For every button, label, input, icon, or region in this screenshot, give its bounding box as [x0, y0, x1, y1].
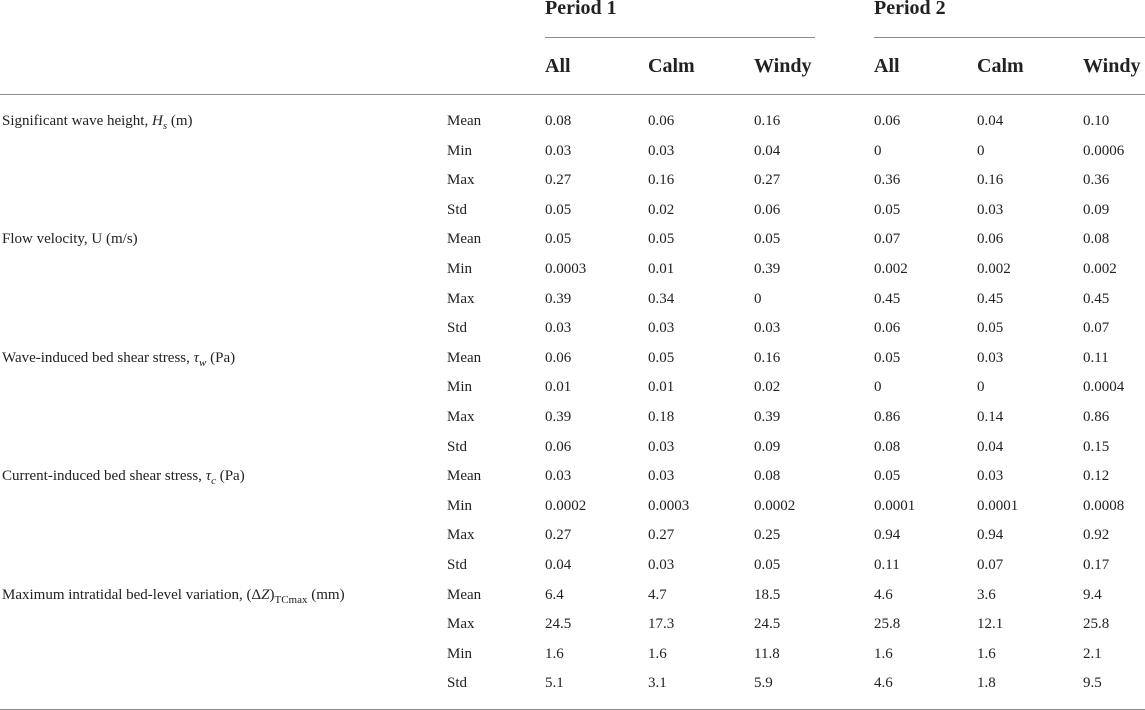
table-cell: 0.06 — [874, 320, 901, 337]
table-cell: 6.4 — [545, 586, 564, 603]
table-cell: 0.0003 — [545, 261, 587, 277]
subheader-all-p2: All — [874, 55, 900, 77]
table-cell: 2.1 — [1083, 645, 1102, 662]
header-rule — [0, 94, 1145, 95]
table-cell: 0.15 — [1083, 438, 1110, 455]
table-cell: 0 — [977, 142, 985, 159]
table-cell: 1.6 — [648, 645, 667, 662]
table-cell: 0.27 — [545, 172, 572, 189]
stat-label: Mean — [447, 468, 482, 485]
variable-label — [2, 587, 345, 606]
table-cell: 0.05 — [977, 320, 1004, 337]
table-cell: 0.0002 — [545, 497, 587, 514]
variable-label-text: Current-induced bed shear stress, — [2, 468, 206, 485]
variable-subscript: TCmax — [274, 593, 308, 606]
table-cell: 1.6 — [874, 645, 893, 662]
period-1-underline — [545, 37, 815, 38]
table-cell: 1.8 — [977, 675, 996, 692]
variable-unit: (Pa) — [206, 349, 236, 366]
table-cell: 0.05 — [545, 201, 572, 218]
table-cell: 0 — [754, 290, 762, 307]
table-cell: 0.05 — [754, 557, 781, 573]
table-cell: 9.5 — [1083, 675, 1102, 692]
table-cell: 0.06 — [545, 349, 572, 366]
variable-label-text: Wave-induced bed shear stress, — [2, 349, 194, 366]
stat-label: Mean — [447, 349, 482, 366]
table-cell: 0.18 — [648, 409, 675, 425]
stat-label: Mean — [447, 231, 482, 248]
table-cell: 17.3 — [648, 616, 675, 633]
table-cell: 0.06 — [977, 231, 1004, 248]
subheader-windy-p1: Windy — [754, 55, 812, 77]
variable-unit: (Pa) — [215, 468, 245, 485]
table-cell: 0.0002 — [754, 497, 796, 514]
table-cell: 0.01 — [648, 379, 675, 396]
table-cell: 0.05 — [874, 349, 901, 366]
subheader-all-p1: All — [545, 55, 571, 77]
table-cell: 0.27 — [754, 172, 781, 189]
table-cell: 0.05 — [648, 231, 675, 248]
table-cell: 0.04 — [977, 438, 1004, 455]
variable-label — [2, 468, 245, 487]
table-cell: 0.002 — [874, 261, 908, 277]
table-cell: 0 — [874, 379, 882, 396]
table-cell: 4.6 — [874, 675, 893, 692]
table-cell: 0.16 — [754, 113, 781, 129]
table-cell: 0.06 — [545, 438, 572, 455]
table-cell: 18.5 — [754, 586, 781, 603]
table-cell: 0.39 — [545, 290, 572, 307]
variable-label-text: Flow velocity, U (m/s) — [2, 231, 138, 248]
table-cell: 0.27 — [545, 527, 572, 544]
table-cell: 0.08 — [754, 468, 781, 485]
stat-label: Max — [447, 527, 475, 544]
table-cell: 0.34 — [648, 290, 675, 307]
variable-unit: (mm) — [307, 586, 345, 603]
stat-label: Min — [447, 261, 473, 277]
stat-label: Std — [447, 438, 468, 455]
table-cell: 0.07 — [1083, 320, 1110, 337]
table-cell: 0.12 — [1083, 468, 1110, 485]
table-cell: 1.6 — [977, 645, 996, 662]
variable-paren: ) — [269, 586, 275, 603]
table-cell: 0.05 — [545, 231, 572, 248]
table-cell: 0.0006 — [1083, 142, 1125, 159]
table-cell: 5.1 — [545, 675, 564, 692]
table-cell: 0.07 — [874, 231, 901, 248]
stat-label: Min — [447, 379, 473, 396]
subheader-calm-p2: Calm — [977, 55, 1024, 77]
variable-symbol: τ — [193, 349, 200, 366]
table-cell: 0.16 — [648, 172, 675, 189]
table-cell: 0.08 — [874, 438, 901, 455]
table-cell: 0.16 — [754, 349, 781, 366]
stat-label: Max — [447, 290, 475, 307]
table-cell: 0.09 — [1083, 201, 1110, 218]
period-1-header: Period 1 — [545, 0, 617, 19]
table-cell: 0.14 — [977, 409, 1004, 425]
table-cell: 0.16 — [977, 172, 1004, 189]
table-cell: 9.4 — [1083, 586, 1102, 603]
table-cell: 0.03 — [977, 349, 1004, 366]
stat-label: Min — [447, 497, 473, 514]
stat-label: Std — [447, 320, 468, 337]
variable-label-text: Significant wave height, — [2, 113, 152, 129]
table-cell: 0.002 — [1083, 261, 1117, 277]
table-cell: 0.06 — [874, 113, 901, 129]
period-2-header: Period 2 — [874, 0, 946, 19]
stat-label: Max — [447, 172, 475, 189]
table-cell: 0.03 — [648, 557, 675, 573]
table-cell: 4.7 — [648, 586, 667, 603]
table-cell: 0.04 — [545, 557, 572, 573]
table-cell: 0.27 — [648, 527, 675, 544]
table-cell: 0.0003 — [648, 497, 690, 514]
table-cell: 24.5 — [754, 616, 781, 633]
table-cell: 25.8 — [1083, 616, 1110, 633]
table-cell: 0.45 — [874, 290, 901, 307]
table-cell: 0.0001 — [977, 497, 1019, 514]
table-cell: 0.94 — [874, 527, 901, 544]
table-cell: 25.8 — [874, 616, 901, 633]
table-cell: 0.02 — [648, 201, 675, 218]
table-cell: 0.11 — [874, 557, 900, 573]
table-cell: 0.03 — [648, 438, 675, 455]
table-cell: 0.03 — [545, 320, 572, 337]
variable-label — [2, 350, 235, 369]
table-cell: 0.05 — [754, 231, 781, 248]
table-cell: 0.0004 — [1083, 379, 1125, 396]
table-cell: 0.94 — [977, 527, 1004, 544]
table-cell: 1.6 — [545, 645, 564, 662]
table-cell: 0 — [874, 142, 882, 159]
stat-label: Std — [447, 557, 468, 573]
table-cell: 0.07 — [977, 557, 1004, 573]
table-cell: 0.0008 — [1083, 497, 1125, 514]
table-cell: 0.03 — [648, 142, 675, 159]
variable-subscript: c — [211, 475, 216, 488]
table-cell: 0.36 — [1083, 172, 1110, 189]
stat-label: Max — [447, 409, 475, 425]
table-cell: 0.39 — [754, 409, 781, 425]
table-cell: 0 — [977, 379, 985, 396]
table-cell: 5.9 — [754, 675, 773, 692]
stat-label: Max — [447, 616, 475, 633]
table-cell: 0.03 — [648, 320, 675, 337]
table-cell: 0.09 — [754, 438, 781, 455]
variable-subscript: w — [199, 356, 207, 369]
table-cell: 12.1 — [977, 616, 1004, 633]
stat-label: Std — [447, 201, 468, 218]
stat-label: Mean — [447, 113, 482, 129]
table-cell: 0.25 — [754, 527, 781, 544]
table-cell: 3.1 — [648, 675, 667, 692]
table-cell: 0.06 — [754, 201, 781, 218]
subheader-windy-p2: Windy — [1083, 55, 1141, 77]
variable-symbol: H — [151, 113, 163, 129]
period-2-underline — [874, 37, 1145, 38]
table-cell: 0.02 — [754, 379, 781, 396]
table-cell: 0.08 — [545, 113, 572, 129]
table-cell: 0.11 — [1083, 349, 1109, 366]
table-cell: 0.04 — [977, 113, 1004, 129]
table-cell: 0.08 — [1083, 231, 1110, 248]
table-cell: 0.05 — [874, 201, 901, 218]
variable-label — [2, 113, 193, 132]
table-cell: 0.39 — [545, 409, 572, 425]
table-cell: 0.45 — [977, 290, 1004, 307]
table-cell: 0.04 — [754, 142, 781, 159]
table-cell: 11.8 — [754, 645, 780, 662]
stat-label: Min — [447, 142, 473, 159]
table-cell: 24.5 — [545, 616, 572, 633]
table-cell: 0.01 — [648, 261, 675, 277]
stat-label: Mean — [447, 586, 482, 603]
table-cell: 0.17 — [1083, 557, 1110, 573]
table-cell: 0.45 — [1083, 290, 1110, 307]
table-cell: 0.06 — [648, 113, 675, 129]
table-cell: 0.03 — [648, 468, 675, 485]
variable-label-text: Maximum intratidal bed-level variation, (Δ — [2, 586, 262, 603]
subheader-calm-p1: Calm — [648, 55, 695, 77]
table-cell: 0.03 — [977, 201, 1004, 218]
stat-label: Std — [447, 675, 468, 692]
table-cell: 0.36 — [874, 172, 901, 189]
table-cell: 0.01 — [545, 379, 572, 396]
variable-unit: (m) — [167, 113, 193, 129]
table-cell: 4.6 — [874, 586, 893, 603]
variable-symbol: τ — [205, 468, 212, 485]
stat-label: Min — [447, 645, 473, 662]
table-cell: 3.6 — [977, 586, 996, 603]
table-cell: 0.39 — [754, 261, 781, 277]
table-cell: 0.002 — [977, 261, 1011, 277]
table-cell: 0.03 — [754, 320, 781, 337]
table-cell: 0.03 — [545, 142, 572, 159]
variable-subscript: s — [162, 120, 168, 132]
table-cell: 0.05 — [874, 468, 901, 485]
variable-symbol: Z — [261, 586, 270, 603]
table-cell: 0.03 — [977, 468, 1004, 485]
table-cell: 0.0001 — [874, 497, 916, 514]
table-cell: 0.10 — [1083, 113, 1110, 129]
table-cell: 0.05 — [648, 349, 675, 366]
table-cell: 0.03 — [545, 468, 572, 485]
table-cell: 0.92 — [1083, 527, 1110, 544]
table-cell: 0.86 — [1083, 409, 1110, 425]
variable-label — [2, 231, 138, 248]
table-cell: 0.86 — [874, 409, 901, 425]
